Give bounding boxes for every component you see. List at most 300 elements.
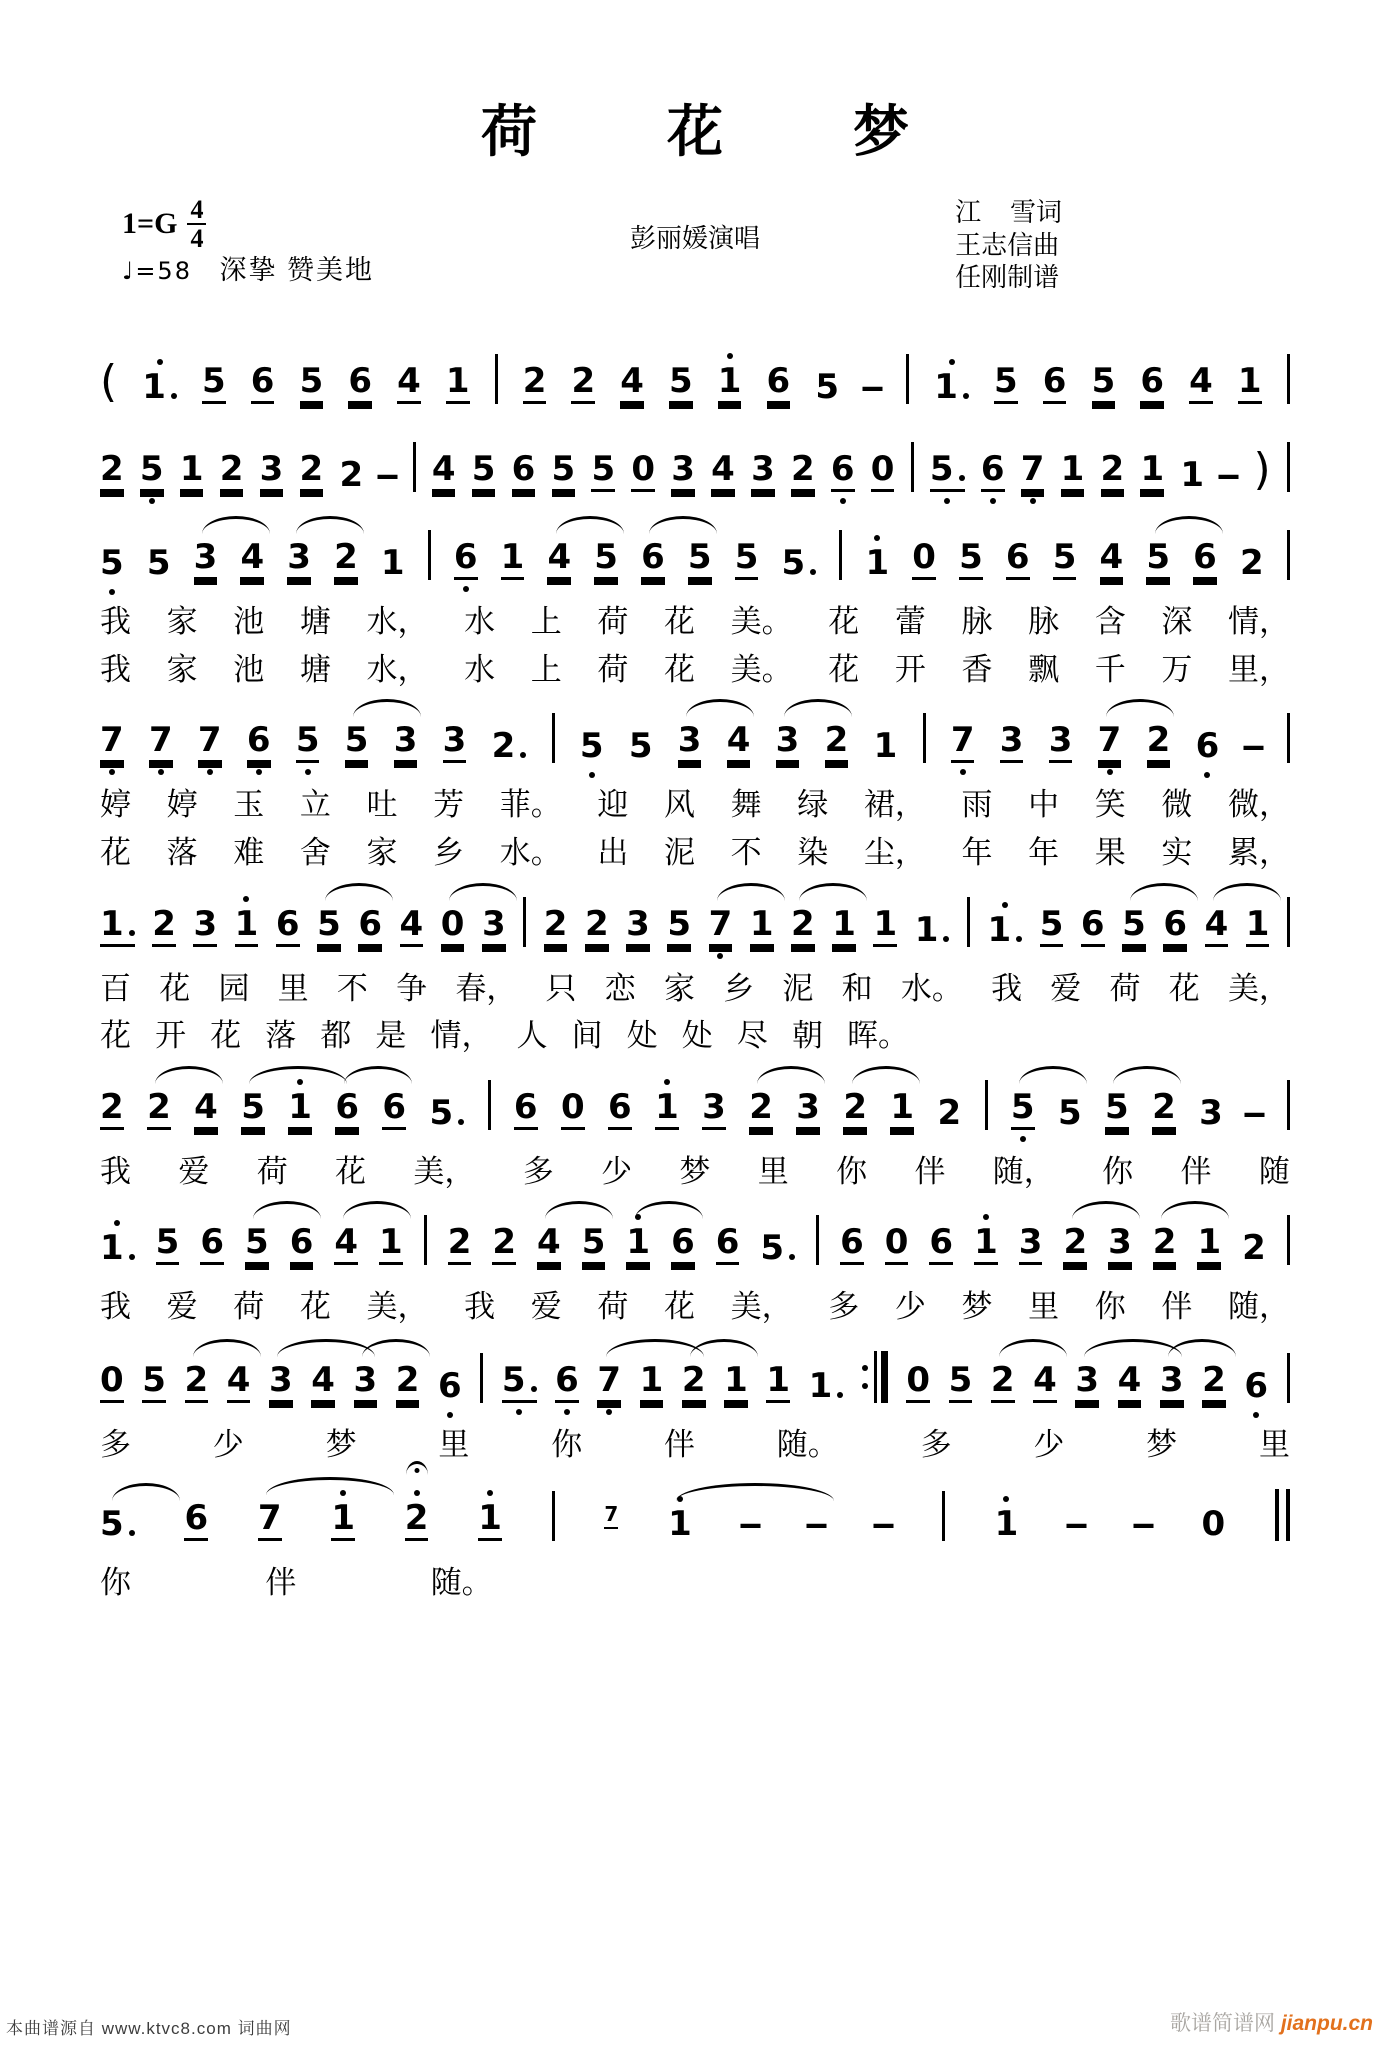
octave-dot-below <box>207 769 213 775</box>
note <box>1163 903 1188 947</box>
slur-arc <box>1113 1066 1181 1084</box>
note-number: 1 <box>500 537 525 577</box>
note <box>382 1086 407 1130</box>
note-number: 0 <box>906 1360 931 1401</box>
note <box>671 449 695 492</box>
note <box>194 1086 218 1130</box>
note-number: 1 <box>234 903 259 944</box>
note-number: 5 <box>100 543 124 583</box>
lyric-syllable: 春， <box>455 970 518 1006</box>
note <box>537 1222 561 1265</box>
rest-note <box>870 449 895 492</box>
note-number: 1 <box>873 726 898 767</box>
slur-arc <box>362 1339 430 1357</box>
dash-note <box>737 1503 763 1544</box>
lyric-syllable: 朝 <box>791 1018 823 1054</box>
sheet-music-page <box>0 88 1387 2051</box>
slur-arc <box>112 1483 180 1501</box>
barline <box>495 354 498 404</box>
lyric-syllable: 花 <box>159 970 191 1006</box>
lyric-syllable: 我 <box>100 1289 131 1325</box>
duration-dot <box>959 475 965 481</box>
note-number: 1 <box>749 903 774 944</box>
note-number: 3 <box>193 537 218 577</box>
note-number: 2 <box>522 361 547 401</box>
lyric-syllable: 中 <box>1028 787 1060 823</box>
rest-note <box>1201 1503 1226 1544</box>
octave-dot-above <box>157 359 163 365</box>
note-number: 5 <box>1057 1092 1082 1133</box>
watermark-right <box>1170 2007 1373 2037</box>
lyric-syllable: 爱 <box>530 1289 562 1325</box>
note-number: 2 <box>219 449 244 489</box>
lyric-syllable: 婷 <box>166 787 198 823</box>
lyric-syllable: 里， <box>1228 651 1290 687</box>
note-number: 7 <box>100 720 124 761</box>
octave-dot-above <box>874 535 880 541</box>
note <box>234 903 259 947</box>
note-number: 2 <box>339 455 364 495</box>
note <box>655 1086 679 1130</box>
lyric-syllable: 家 <box>166 651 198 687</box>
note-number: 2 <box>447 1222 472 1263</box>
note-number: 2 <box>791 903 815 944</box>
lyric-syllable: 蕾 <box>894 604 926 639</box>
note-number: 6 <box>200 1222 225 1263</box>
note <box>442 720 467 763</box>
note-number: 5 <box>551 449 576 489</box>
credit-composer: 王志信曲 <box>955 229 1060 260</box>
note-number: 6 <box>348 361 372 401</box>
note-number: 0 <box>631 449 656 489</box>
note-number: 5 <box>1010 1086 1035 1127</box>
notation-line-6 <box>100 687 1290 775</box>
note-number: 2 <box>824 720 849 761</box>
lyrics-line-7 <box>100 787 1290 823</box>
lyric-syllable: 塘 <box>299 604 331 639</box>
note-number: 5 <box>781 543 806 583</box>
duration-dot <box>943 936 949 942</box>
note <box>1202 1360 1226 1403</box>
note <box>555 1360 579 1403</box>
barline <box>839 530 842 580</box>
note <box>246 720 271 763</box>
octave-dot-below <box>717 953 723 959</box>
lyric-syllable: 荷 <box>233 1289 265 1325</box>
lyric-syllable: 随， <box>1228 1289 1290 1325</box>
note-number: 5 <box>142 1360 166 1401</box>
octave-dot-below <box>158 769 164 775</box>
note <box>796 1086 820 1130</box>
note-number: 2 <box>681 1360 706 1401</box>
note-number: 5 <box>669 361 693 401</box>
header-meta <box>100 196 1290 314</box>
note <box>929 449 965 492</box>
note-number: 5 <box>317 903 341 944</box>
note <box>1097 720 1122 763</box>
note-number: 1 <box>914 909 939 950</box>
note-number: 4 <box>1117 1360 1142 1401</box>
rest-note <box>631 449 656 492</box>
repeat-thick-bar <box>881 1351 888 1403</box>
note-number: 5 <box>667 903 692 944</box>
note <box>438 1366 462 1407</box>
note-number: 6 <box>840 1222 864 1263</box>
note-number: 3 <box>1018 1222 1043 1263</box>
note <box>1117 1360 1142 1403</box>
lyric-syllable: 水。 <box>499 834 562 870</box>
note <box>641 537 665 580</box>
note-number: 3 <box>1048 720 1073 761</box>
note <box>100 1086 124 1130</box>
octave-dot-above <box>414 1490 420 1496</box>
note <box>399 903 424 947</box>
note-number: 4 <box>397 361 421 401</box>
duration-dot <box>810 569 816 575</box>
octave-dot-below <box>564 1409 570 1415</box>
note-number: 6 <box>184 1497 209 1538</box>
lyric-syllable: 间 <box>571 1018 603 1054</box>
note-number: 3 <box>442 720 467 761</box>
notation-line-2 <box>100 416 1290 504</box>
barline <box>1287 1353 1290 1403</box>
note-number: 1 <box>379 1222 403 1263</box>
slur-arc <box>155 1066 223 1084</box>
note-number: 1 <box>1060 449 1085 489</box>
note-number: 4 <box>334 1222 359 1263</box>
note-number: 2 <box>100 449 124 489</box>
lyric-syllable: 随。 <box>430 1564 493 1600</box>
note-number: 6 <box>1163 903 1188 944</box>
notation-line-3 <box>100 504 1290 592</box>
note-number: – <box>737 1503 763 1544</box>
note-number: 1 <box>934 367 958 407</box>
slur-arc <box>999 1339 1067 1357</box>
note <box>1052 537 1077 580</box>
note-number: 2 <box>1100 449 1125 489</box>
lyric-syllable: 我 <box>100 651 131 687</box>
note-number: 3 <box>999 720 1024 761</box>
lyric-syllable: 迎 <box>597 787 629 823</box>
note <box>1100 449 1125 492</box>
note-number: 5 <box>581 1222 606 1263</box>
note <box>1080 903 1105 947</box>
note-number: 6 <box>715 1222 740 1263</box>
note-number: 1 <box>1140 449 1165 489</box>
lyric-syllable: 实 <box>1161 834 1193 870</box>
note <box>668 1503 692 1544</box>
note <box>994 361 1018 404</box>
note-number: 1 <box>987 909 1012 950</box>
barline <box>1287 713 1290 763</box>
lyric-syllable: 年 <box>961 834 993 870</box>
note-number: 4 <box>240 537 265 577</box>
note-number: 2 <box>584 903 609 944</box>
note <box>1245 903 1270 947</box>
note-number: 0 <box>440 903 465 944</box>
note-number: 1 <box>766 1360 790 1401</box>
note <box>1010 1086 1035 1130</box>
note <box>717 361 742 404</box>
notation-line-9 <box>100 871 1290 959</box>
slur-arc <box>686 699 754 717</box>
lyric-syllable: 水， <box>366 604 429 639</box>
lyric-syllable: 多 <box>522 1153 554 1189</box>
slur-arc <box>1106 699 1174 717</box>
lyric-syllable: 我 <box>100 604 131 639</box>
note-number: – <box>804 1503 830 1544</box>
lyric-syllable: 泥 <box>664 834 695 870</box>
note-number: 6 <box>766 361 791 401</box>
note-number: 1 <box>668 1503 692 1544</box>
note <box>766 361 791 404</box>
note <box>581 1222 606 1265</box>
note-number: 1 <box>808 1366 833 1407</box>
note <box>511 449 536 492</box>
note <box>1199 1092 1223 1133</box>
note <box>749 1086 773 1130</box>
note <box>1180 455 1205 495</box>
lyric-syllable: 吐 <box>366 787 398 823</box>
note <box>591 449 616 492</box>
note-number: 1 <box>478 1497 502 1538</box>
duration-dot <box>837 1392 843 1398</box>
dash-note <box>870 1503 897 1544</box>
note-number: 1 <box>724 1360 748 1401</box>
note <box>1122 903 1146 947</box>
barline <box>488 1080 491 1130</box>
meter-denominator: 4 <box>190 224 204 254</box>
lyric-syllable: 花 <box>664 651 695 687</box>
note-number: 2 <box>571 361 596 401</box>
note-number: 3 <box>259 449 284 489</box>
note-number: 5 <box>245 1222 269 1263</box>
lyric-syllable: 脉 <box>961 604 993 639</box>
note <box>404 1497 429 1541</box>
note <box>890 1086 915 1130</box>
octave-dot-above <box>114 1220 120 1226</box>
note <box>734 537 759 580</box>
duration-dot <box>171 393 177 399</box>
rest-note <box>100 1360 124 1403</box>
lyric-syllable: 百 <box>100 970 131 1006</box>
lyric-syllable: 花 <box>210 1018 242 1054</box>
note-number: 2 <box>491 726 516 767</box>
note <box>289 1222 314 1265</box>
note <box>628 726 653 767</box>
note-number: 6 <box>246 720 271 761</box>
lyric-syllable: 里 <box>1028 1289 1060 1325</box>
note-number: 6 <box>453 537 478 577</box>
note <box>751 449 775 492</box>
note-number: 5 <box>579 726 604 767</box>
note-number: 2 <box>1152 1086 1176 1127</box>
lyric-syllable: 脉 <box>1028 604 1060 639</box>
lyric-syllable: 荷 <box>1109 970 1141 1006</box>
note <box>257 1497 282 1541</box>
note <box>715 1222 740 1265</box>
barline <box>942 1491 945 1541</box>
note <box>200 1222 225 1265</box>
note-number: 1 <box>890 1086 915 1127</box>
lyric-syllable: 爱 <box>1050 970 1082 1006</box>
note <box>571 361 596 404</box>
note-number: 4 <box>547 537 572 577</box>
slur-arc <box>1168 1339 1236 1357</box>
note <box>832 903 856 947</box>
note-number: 1 <box>626 1222 651 1263</box>
note-number: 5 <box>594 537 618 577</box>
lyric-syllable: 乡 <box>433 834 465 870</box>
barline <box>906 354 909 404</box>
lyric-syllable: 随， <box>992 1153 1055 1189</box>
expression-text: 深挚 赞美地 <box>219 255 374 285</box>
note-number: 2 <box>404 1497 429 1538</box>
lyric-syllable: 芳 <box>433 787 465 823</box>
lyric-syllable: 里 <box>757 1153 789 1189</box>
note-number: 0 <box>560 1086 585 1127</box>
note-number: 6 <box>671 1222 695 1263</box>
lyric-syllable: 开 <box>894 651 926 687</box>
note-number: 3 <box>269 1360 293 1401</box>
note-number: 1 <box>832 903 856 944</box>
lyric-syllable: 风 <box>664 787 695 823</box>
slur-arc <box>676 1483 834 1501</box>
note <box>1152 1086 1176 1130</box>
lyric-syllable: 绿 <box>797 787 829 823</box>
lyric-syllable: 多 <box>100 1427 131 1463</box>
note <box>155 1222 180 1265</box>
note-number: 5 <box>471 449 496 489</box>
lyric-syllable: 年 <box>1028 834 1060 870</box>
note <box>193 903 218 947</box>
duration-dot <box>458 1119 464 1125</box>
note <box>142 1360 166 1403</box>
lyric-syllable: 含 <box>1094 604 1126 639</box>
note-number: 5 <box>628 726 653 767</box>
lyrics-line-8 <box>100 835 1290 871</box>
repeat-dots <box>862 1357 869 1397</box>
octave-dot-below <box>463 586 469 592</box>
lyric-syllable: 少 <box>212 1427 244 1463</box>
note <box>492 1222 517 1265</box>
note <box>100 449 124 492</box>
note-number: 6 <box>250 361 275 401</box>
note <box>608 1086 632 1130</box>
slur-arc <box>1155 516 1223 534</box>
lyric-syllable: 菲。 <box>499 787 562 823</box>
octave-dot-below <box>109 589 115 595</box>
barline <box>1287 442 1290 492</box>
note-number: 5 <box>959 537 983 577</box>
note <box>152 903 176 947</box>
fermata-dot <box>414 1468 419 1473</box>
slur-arc <box>1019 1066 1087 1084</box>
repeat-thin-bar <box>874 1351 877 1403</box>
note <box>1193 537 1217 580</box>
lyric-syllable: 随 <box>1258 1153 1290 1189</box>
note <box>379 1222 403 1265</box>
note-number: 5 <box>591 449 616 489</box>
lyric-syllable: 泥 <box>782 970 814 1006</box>
duration-dot <box>531 1386 537 1392</box>
note <box>987 909 1022 950</box>
slur-arc <box>1213 883 1281 901</box>
note-number: 3 <box>1159 1360 1184 1401</box>
note-number: 5 <box>100 1503 124 1544</box>
note <box>481 903 506 947</box>
note <box>501 1360 537 1403</box>
note <box>471 449 496 492</box>
lyric-syllable: 美， <box>413 1153 476 1189</box>
lyric-syllable: 美。 <box>730 651 793 687</box>
octave-dot-above <box>1002 902 1008 908</box>
lyric-syllable: 你 <box>100 1564 131 1600</box>
note <box>148 720 173 763</box>
barline <box>552 1491 555 1541</box>
lyric-syllable: 梦 <box>1146 1427 1178 1463</box>
slur-arc <box>799 883 867 901</box>
note <box>1033 1360 1057 1403</box>
note <box>974 1222 998 1265</box>
note-number: 5 <box>1052 537 1077 577</box>
lyrics-line-4 <box>100 604 1290 640</box>
slur-arc <box>353 699 421 717</box>
dash-note <box>1130 1503 1157 1544</box>
lyrics-line-5 <box>100 652 1290 688</box>
note-number: 1 <box>655 1086 679 1127</box>
octave-dot-above <box>487 1490 493 1496</box>
notation-line-12 <box>100 1054 1290 1142</box>
note-number: 1 <box>873 903 898 944</box>
slur-arc <box>202 516 270 534</box>
note-number: 2 <box>1202 1360 1226 1401</box>
note <box>453 537 478 580</box>
note <box>184 1497 209 1541</box>
rest-note <box>884 1222 909 1265</box>
note-number: 6 <box>830 449 855 489</box>
note <box>950 720 975 763</box>
note <box>1099 537 1124 580</box>
note <box>147 1086 171 1130</box>
note-number: 0 <box>1201 1503 1226 1544</box>
note <box>1146 720 1171 763</box>
lyric-syllable: 尘， <box>863 834 926 870</box>
note-number: 3 <box>353 1360 378 1401</box>
lyric-syllable: 恋 <box>604 970 636 1006</box>
lyric-syllable: 上 <box>530 651 562 687</box>
meter-numerator: 4 <box>187 196 206 225</box>
lyric-syllable: 染 <box>797 834 829 870</box>
watermark-right-domain: jianpu.cn <box>1280 2012 1373 2035</box>
note <box>639 1360 664 1403</box>
note <box>100 1503 135 1544</box>
lyric-syllable: 家 <box>366 834 398 870</box>
lyric-syllable: 出 <box>597 834 629 870</box>
note <box>547 537 572 580</box>
note <box>1152 1222 1177 1265</box>
note-number: 4 <box>194 1086 218 1127</box>
lyric-syllable: 万 <box>1161 651 1193 687</box>
note <box>724 1360 748 1403</box>
lyric-syllable: 飘 <box>1028 651 1060 687</box>
note-number: 1 <box>100 1228 124 1269</box>
parenthesis <box>1253 444 1271 495</box>
note-number: 3 <box>1108 1222 1132 1263</box>
note-number: 3 <box>702 1086 726 1127</box>
note <box>929 1222 954 1265</box>
slur-arc <box>296 516 364 534</box>
